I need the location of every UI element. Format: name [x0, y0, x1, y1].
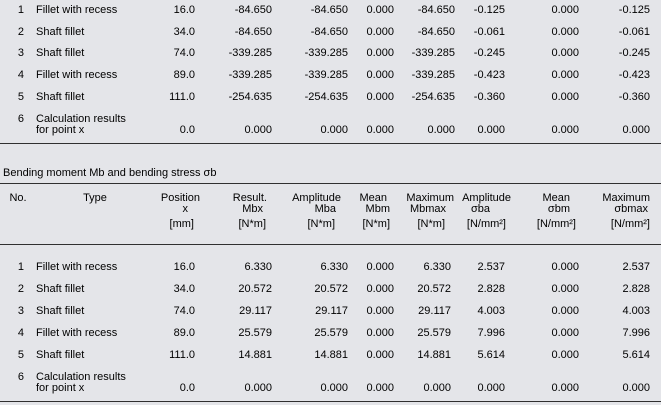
- value-cell: -0.423: [618, 69, 650, 81]
- value-cell: 0.000: [622, 124, 650, 136]
- value-cell: 25.579: [417, 327, 451, 339]
- row-position: 74.0: [173, 305, 195, 317]
- header-maximum: Maximum: [406, 192, 454, 204]
- value-cell: -84.650: [234, 26, 272, 38]
- row-number: 2: [17, 283, 24, 295]
- value-cell: 0.000: [366, 261, 394, 273]
- header-no: No.: [9, 192, 27, 204]
- value-cell: 29.117: [315, 305, 348, 317]
- table-bottom-rule: [0, 143, 661, 144]
- value-cell: 0.000: [423, 382, 451, 394]
- value-cell: -339.285: [411, 47, 455, 59]
- value-cell: -339.285: [304, 69, 348, 81]
- value-cell: -0.245: [618, 47, 650, 59]
- value-cell: 0.000: [366, 124, 394, 136]
- header-amplitude-unit: [N*m]: [307, 218, 335, 230]
- row-type: Shaft fillet: [36, 349, 85, 361]
- value-cell: 4.003: [477, 305, 505, 317]
- header-amplitude-stress-unit: [N/mm²]: [466, 218, 506, 230]
- value-cell: 5.614: [477, 349, 505, 361]
- row-number: 6: [17, 371, 24, 383]
- value-cell: 20.572: [417, 283, 451, 295]
- row-number: 2: [17, 26, 24, 38]
- value-cell: -0.360: [473, 91, 505, 103]
- value-cell: 0.000: [244, 382, 272, 394]
- row-position: 34.0: [173, 26, 195, 38]
- table-bottom-rule: [0, 401, 661, 402]
- value-cell: 0.000: [551, 69, 579, 81]
- value-cell: 29.117: [418, 305, 451, 317]
- header-mean-stress: Mean: [542, 192, 570, 204]
- row-number: 4: [17, 69, 24, 81]
- row-number: 3: [17, 47, 24, 59]
- row-position: 74.0: [173, 47, 195, 59]
- value-cell: 0.000: [427, 124, 455, 136]
- value-cell: 0.000: [366, 47, 394, 59]
- row-type: Shaft fillet: [36, 47, 85, 59]
- header-maximum-stress: Maximum: [602, 192, 650, 204]
- value-cell: 0.000: [551, 47, 579, 59]
- value-cell: 20.572: [314, 283, 348, 295]
- value-cell: 0.000: [320, 382, 348, 394]
- value-cell: 0.000: [551, 26, 579, 38]
- row-number: 5: [17, 349, 24, 361]
- header-mean-symbol: Mbm: [365, 203, 390, 215]
- value-cell: -0.061: [618, 26, 650, 38]
- value-cell: 2.537: [477, 261, 505, 273]
- row-position: 0.0: [179, 382, 195, 394]
- value-cell: 0.000: [551, 283, 579, 295]
- row-number: 1: [17, 4, 24, 16]
- row-type: Shaft fillet: [36, 305, 85, 317]
- value-cell: -254.635: [411, 91, 455, 103]
- value-cell: -84.650: [417, 4, 455, 16]
- value-cell: 2.828: [622, 283, 650, 295]
- row-type: Calculation results: [36, 371, 126, 383]
- row-type: Fillet with recess: [36, 261, 118, 273]
- value-cell: 0.000: [477, 382, 505, 394]
- value-cell: 0.000: [366, 327, 394, 339]
- value-cell: -339.285: [228, 69, 272, 81]
- value-cell: 0.000: [320, 124, 348, 136]
- row-position: 89.0: [173, 69, 195, 81]
- value-cell: 0.000: [551, 124, 579, 136]
- value-cell: -254.635: [228, 91, 272, 103]
- value-cell: 6.330: [320, 261, 348, 273]
- row-number: 3: [17, 305, 24, 317]
- value-cell: -339.285: [228, 47, 272, 59]
- row-type-second-line: for point x: [36, 124, 85, 136]
- row-position: 89.0: [173, 327, 195, 339]
- value-cell: 5.614: [622, 349, 650, 361]
- value-cell: 0.000: [366, 283, 394, 295]
- row-type: Shaft fillet: [36, 91, 85, 103]
- value-cell: 0.000: [366, 91, 394, 103]
- value-cell: 0.000: [551, 327, 579, 339]
- row-position: 0.0: [179, 124, 195, 136]
- value-cell: 0.000: [551, 91, 579, 103]
- row-type: Fillet with recess: [36, 4, 118, 16]
- header-position-unit: [mm]: [169, 218, 194, 230]
- value-cell: 0.000: [551, 382, 579, 394]
- value-cell: 0.000: [366, 349, 394, 361]
- value-cell: 0.000: [551, 4, 579, 16]
- header-amplitude: Amplitude: [292, 192, 341, 204]
- value-cell: 7.996: [477, 327, 505, 339]
- row-type: Fillet with recess: [36, 69, 118, 81]
- value-cell: 0.000: [551, 349, 579, 361]
- header-result-unit: [N*m]: [238, 218, 266, 230]
- value-cell: -84.650: [310, 26, 348, 38]
- header-position-symbol: x: [182, 203, 188, 215]
- value-cell: -0.423: [473, 69, 505, 81]
- row-position: 111.0: [169, 91, 195, 103]
- row-type: Shaft fillet: [36, 26, 85, 38]
- row-number: 1: [17, 261, 24, 273]
- value-cell: -0.125: [473, 4, 505, 16]
- value-cell: 6.330: [244, 261, 272, 273]
- section-title: Bending moment Mb and bending stress σb: [3, 167, 217, 179]
- value-cell: -84.650: [417, 26, 455, 38]
- value-cell: -0.125: [618, 4, 650, 16]
- header-amplitude-stress: Amplitude: [462, 192, 511, 204]
- header-maximum-symbol: Mbmax: [409, 203, 446, 215]
- value-cell: 0.000: [551, 261, 579, 273]
- row-type: Shaft fillet: [36, 283, 85, 295]
- value-cell: 4.003: [622, 305, 650, 317]
- value-cell: 0.000: [366, 26, 394, 38]
- header-position: Position: [160, 192, 200, 204]
- value-cell: -84.650: [310, 4, 348, 16]
- value-cell: 0.000: [244, 124, 272, 136]
- value-cell: 0.000: [366, 382, 394, 394]
- value-cell: 2.828: [477, 283, 505, 295]
- header-amplitude-symbol: Mba: [314, 203, 336, 215]
- value-cell: 7.996: [622, 327, 650, 339]
- row-type-second-line: for point x: [36, 382, 85, 394]
- header-type: Type: [83, 192, 107, 204]
- value-cell: -84.650: [234, 4, 272, 16]
- value-cell: -339.285: [304, 47, 348, 59]
- header-mean-unit: [N*m]: [362, 218, 390, 230]
- row-number: 6: [17, 113, 24, 125]
- value-cell: 0.000: [622, 382, 650, 394]
- value-cell: -0.360: [618, 91, 650, 103]
- value-cell: 25.579: [314, 327, 348, 339]
- value-cell: 14.881: [238, 349, 272, 361]
- header-result-symbol: Mbx: [242, 203, 263, 215]
- header-amplitude-stress-symbol: σba: [470, 203, 490, 215]
- row-number: 4: [17, 327, 24, 339]
- value-cell: -0.245: [473, 47, 505, 59]
- header-bottom-rule: [0, 244, 661, 245]
- value-cell: 0.000: [477, 124, 505, 136]
- row-number: 5: [17, 91, 24, 103]
- row-type: Calculation results: [36, 113, 126, 125]
- row-position: 16.0: [173, 4, 195, 16]
- value-cell: 14.881: [417, 349, 451, 361]
- header-mean-stress-unit: [N/mm²]: [536, 218, 576, 230]
- header-top-rule: [0, 183, 661, 184]
- value-cell: 6.330: [423, 261, 451, 273]
- value-cell: 0.000: [366, 4, 394, 16]
- header-result: Result.: [232, 192, 267, 204]
- header-mean-stress-symbol: σbm: [547, 203, 570, 215]
- value-cell: -0.061: [473, 26, 505, 38]
- row-type: Fillet with recess: [36, 327, 118, 339]
- value-cell: 14.881: [314, 349, 348, 361]
- value-cell: 0.000: [366, 69, 394, 81]
- value-cell: 0.000: [366, 305, 394, 317]
- header-maximum-stress-unit: [N/mm²]: [610, 218, 650, 230]
- value-cell: 29.117: [239, 305, 272, 317]
- value-cell: 2.537: [622, 261, 650, 273]
- row-position: 16.0: [173, 261, 195, 273]
- row-position: 111.0: [169, 349, 195, 361]
- value-cell: 25.579: [238, 327, 272, 339]
- value-cell: -254.635: [304, 91, 348, 103]
- value-cell: 20.572: [238, 283, 272, 295]
- header-maximum-stress-symbol: σbmax: [614, 203, 648, 215]
- header-mean: Mean: [359, 192, 387, 204]
- row-position: 34.0: [173, 283, 195, 295]
- value-cell: 0.000: [551, 305, 579, 317]
- header-maximum-unit: [N*m]: [417, 218, 445, 230]
- value-cell: -339.285: [411, 69, 455, 81]
